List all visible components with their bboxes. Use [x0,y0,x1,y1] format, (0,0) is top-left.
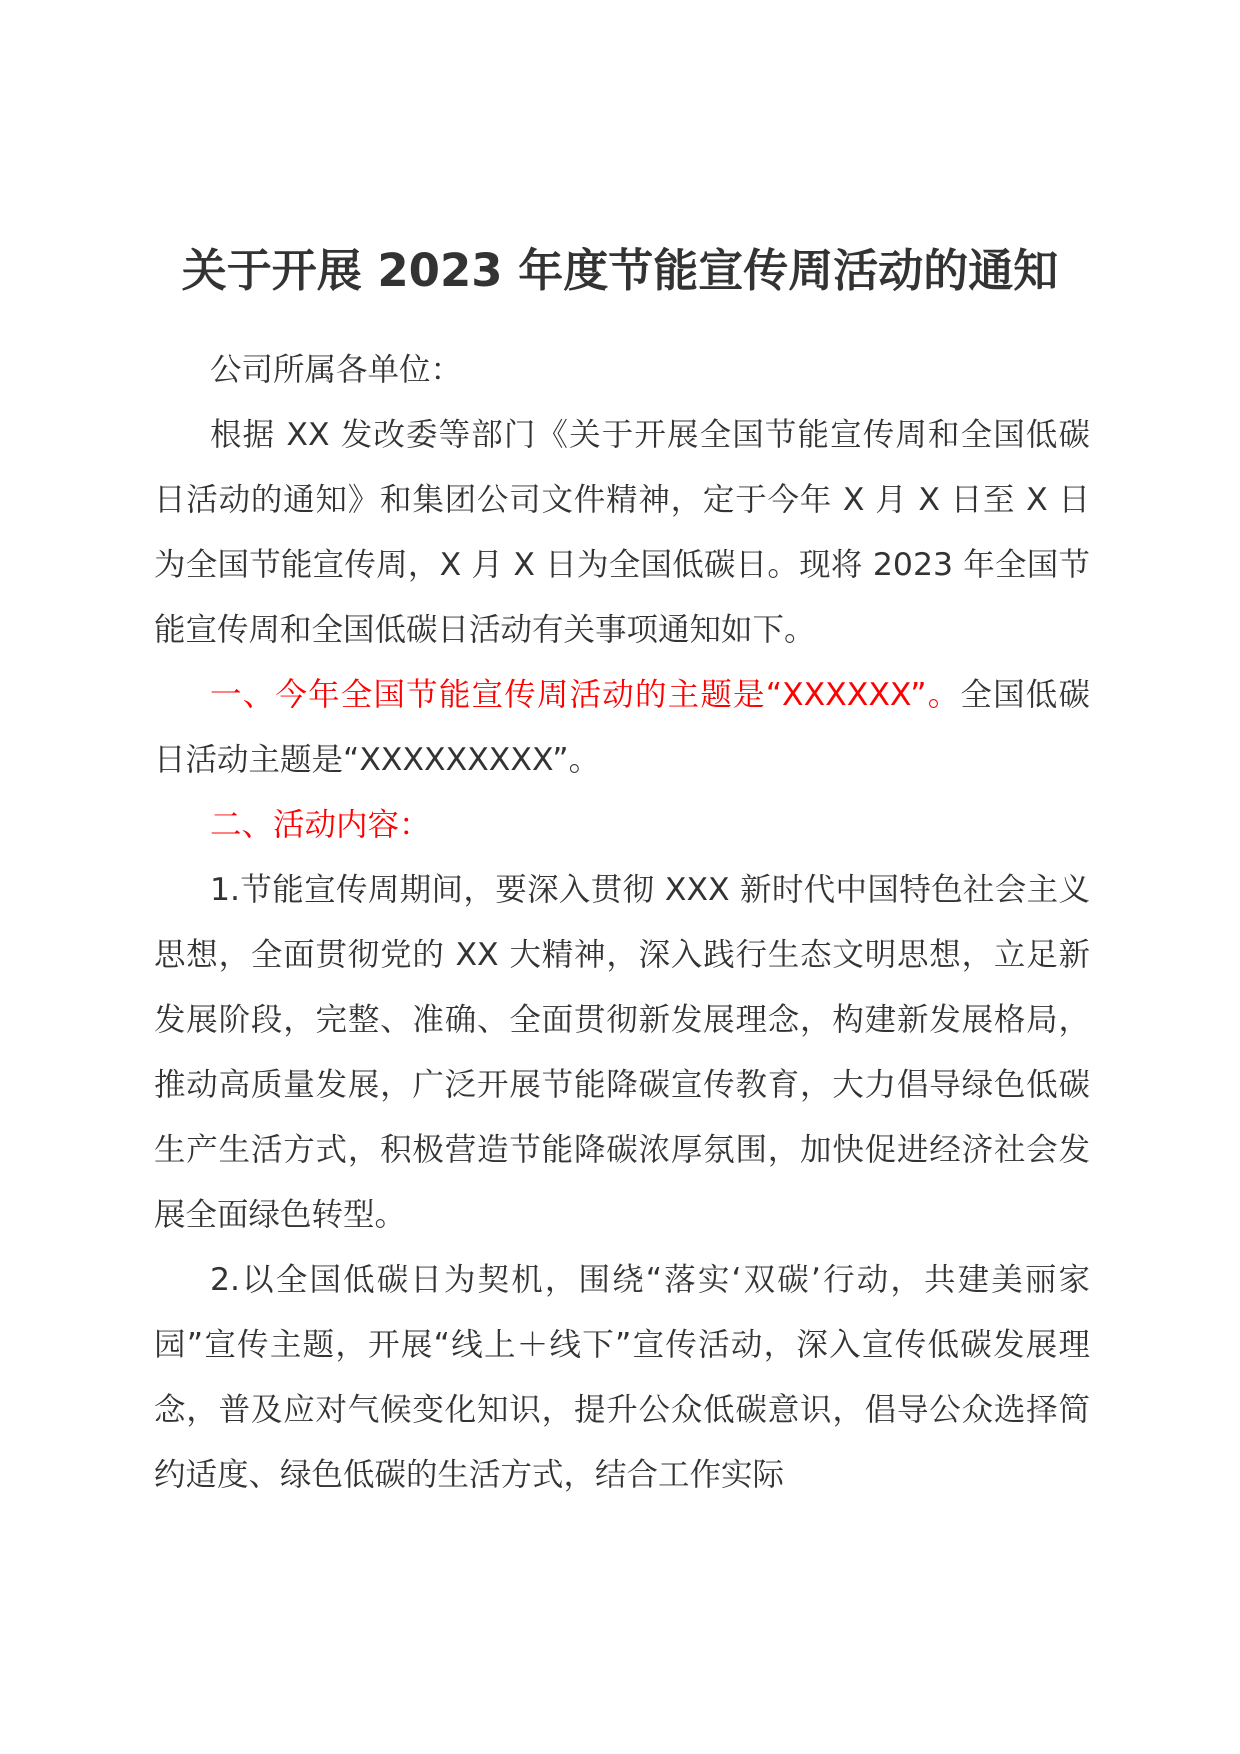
section-1-paragraph [154,663,1090,793]
section-2-heading: 二、活动内容： [210,807,431,843]
content-item-1: 1.节能宣传周期间，要深入贯彻 XXX 新时代中国特色社会主义思想，全面贯彻党的 XX 大精神，深入践行生态文明思想，立足新发展阶段，完整、准确、全面贯彻新发展理念，构建新发展格局，推动高质量发展，广泛开展节能降碳宣传教育，大力倡导绿色低碳生产生活方式，积极营造节能降碳浓厚氛围，加快促进经济社会发展全面绿色转型。 [154,872,1090,1233]
section-1-heading: 一、今年全国节能宣传周活动的主题是“XXXXXX”。 [210,677,961,713]
content-item-2: 2.以全国低碳日为契机，围绕“落实‘双碳’行动，共建美丽家园”宣传主题，开展“线上＋线下”宣传活动，深入宣传低碳发展理念，普及应对气候变化知识，提升公众低碳意识，倡导公众选择简约适度、绿色低碳的生活方式，结合工作实际 [154,1262,1090,1493]
intro-paragraph: 根据 XX 发改委等部门《关于开展全国节能宣传周和全国低碳日活动的通知》和集团公司文件精神，定于今年 X 月 X 日至 X 日为全国节能宣传周，X 月 X 日为全国低碳日。现将 2023 年全国节能宣传周和全国低碳日活动有关事项通知如下。 [154,417,1090,648]
section-1-text: 全国低碳日活动主题是“XXXXXXXXX”。 [154,677,1090,778]
document-title: 关于开展 2023 年度节能宣传周活动的通知 [181,244,1059,297]
salutation: 公司所属各单位： [210,352,463,388]
document-body [154,338,1090,1508]
